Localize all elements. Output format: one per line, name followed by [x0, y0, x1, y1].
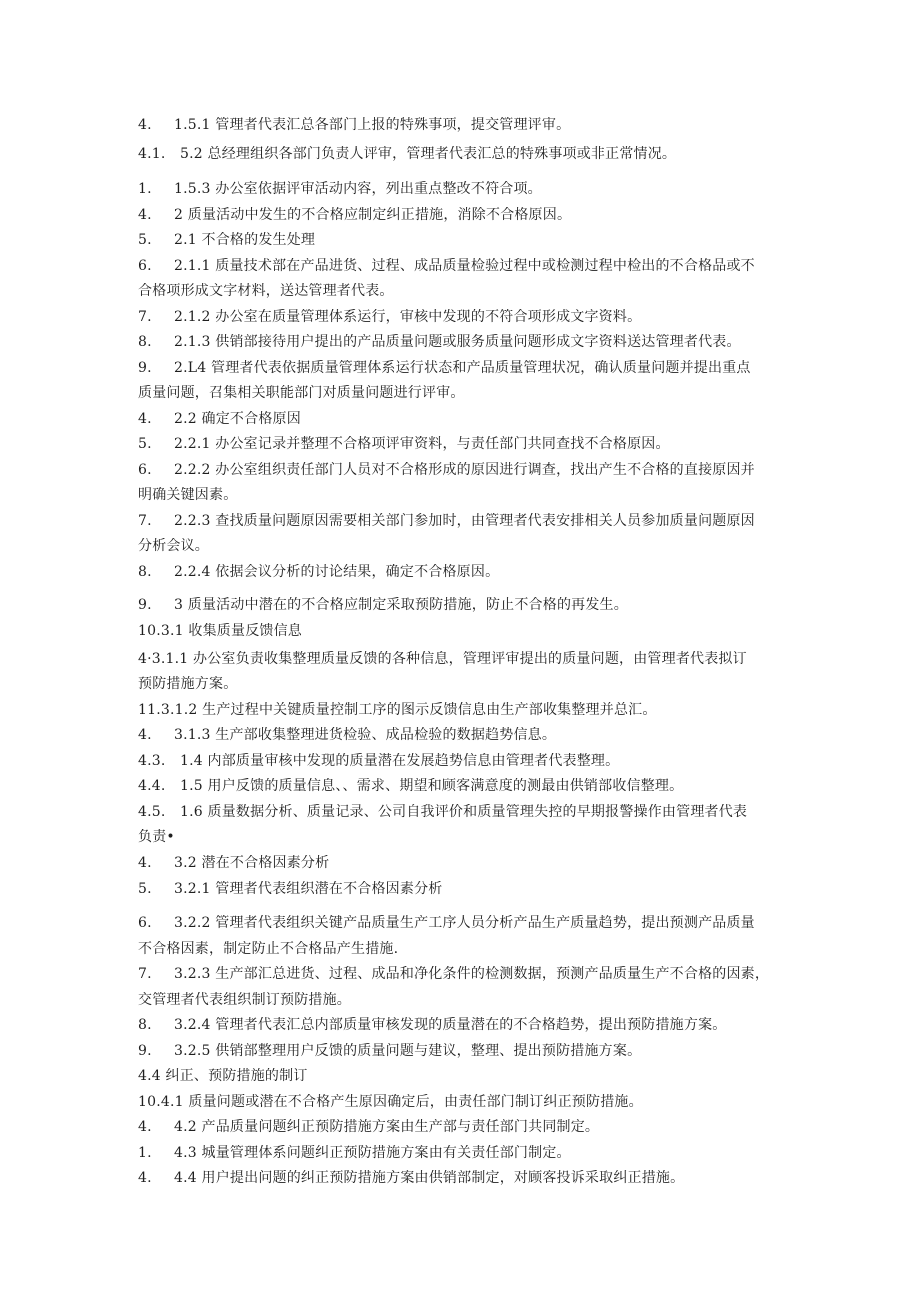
item-text: 4.4 纠正、预防措施的制订 [138, 1068, 308, 1084]
paragraph-line [138, 181, 788, 197]
item-number: 4. [138, 411, 152, 427]
item-text: 3.2.3 生产部汇总进货、过程、成品和净化条件的检测数据，预测产品质量生产不合格的因素， [174, 966, 770, 982]
item-text: 4.2 产品质量问题纠正预防措施方案由生产部与责任部门共同制定。 [174, 1119, 600, 1135]
item-number: 7. [138, 513, 152, 529]
paragraph-line [138, 702, 788, 718]
item-text: 2.1.3 供销部接待用户提出的产品质量问题或服务质量问题形成文字资料送达管理者代表。 [174, 334, 741, 350]
item-text: 1.6 质量数据分析、质量记录、公司自我评价和质量管理失控的早期报警操作由管理者代表 [180, 804, 748, 820]
paragraph-line [138, 966, 788, 982]
item-text: 1.5.1 管理者代表汇总各部门上报的特殊事项，提交管理评审。 [174, 117, 571, 133]
item-text: 质量问题，召集相关职能部门对质量问题进行评审。 [138, 385, 465, 401]
item-text: 4·3.1.1 办公室负责收集整理质量反馈的各种信息，管理评审提出的质量问题，由管理者代表拟订 [138, 651, 747, 667]
item-text: 2.1 不合格的发生处理 [174, 232, 316, 248]
paragraph-line [138, 513, 788, 529]
paragraph-line [138, 855, 788, 871]
item-text: 2 质量活动中发生的不合格应制定纠正措施，消除不合格原因。 [174, 207, 572, 223]
paragraph-continuation [138, 941, 788, 957]
paragraph-line [138, 411, 788, 427]
item-text: 1.4 内部质量审核中发现的质量潜在发展趋势信息由管理者代表整理。 [180, 753, 620, 769]
item-text: 3.1.3 生产部收集整理进货检验、成品检验的数据趋势信息。 [174, 727, 557, 743]
paragraph-line [138, 1145, 788, 1161]
paragraph-continuation [138, 283, 788, 299]
item-number: 6. [138, 462, 152, 478]
item-number: 8. [138, 564, 152, 580]
item-text: 预防措施方案。 [138, 676, 238, 692]
paragraph-line [138, 727, 788, 743]
item-text: 3 质量活动中潜在的不合格应制定采取预防措施，防止不合格的再发生。 [174, 597, 628, 613]
paragraph-line [138, 334, 788, 350]
item-text: 4.4 用户提出问题的纠正预防措施方案由供销部制定，对顾客投诉采取纠正措施。 [174, 1170, 685, 1186]
paragraph-line [138, 1043, 788, 1059]
item-text: 3.1.2 生产过程中关键质量控制工序的图示反馈信息由生产部收集整理并总汇。 [160, 702, 657, 718]
item-number: 4. [138, 1170, 152, 1186]
item-number: 1. [138, 1145, 152, 1161]
item-number: 9. [138, 360, 152, 376]
item-number: 6. [138, 915, 152, 931]
paragraph-continuation [138, 992, 788, 1008]
paragraph-line [138, 462, 788, 478]
item-text: 2.2.3 查找质量问题原因需要相关部门参加时，由管理者代表安排相关人员参加质量问题原因 [174, 513, 755, 529]
item-text: 交管理者代表组织制订预防措施。 [138, 992, 351, 1008]
paragraph-line [138, 117, 788, 133]
item-number: 4. [138, 1119, 152, 1135]
item-number: 7. [138, 309, 152, 325]
item-number: 7. [138, 966, 152, 982]
item-text: 2.1.2 办公室在质量管理体系运行，审核中发现的不符合项形成文字资料。 [174, 309, 642, 325]
paragraph-line [138, 436, 788, 452]
item-number: 4.5. [138, 804, 166, 820]
item-text: 2.2.1 办公室记录并整理不合格项评审资料，与责任部门共同查找不合格原因。 [174, 436, 670, 452]
item-text: 2.1.1 质量技术部在产品进货、过程、成品质量检验过程中或检测过程中检出的不合格品或不 [174, 258, 755, 274]
paragraph-line [138, 597, 788, 613]
item-text: 明确关键因素。 [138, 487, 238, 503]
item-number: 10. [138, 1094, 161, 1110]
paragraph-continuation [138, 385, 788, 401]
paragraph-line [138, 623, 788, 639]
item-text: 2.2.4 依据会议分析的讨论结果，确定不合格原因。 [174, 564, 500, 580]
paragraph-line [138, 778, 788, 794]
item-text: 5.2 总经理组织各部门负责人评审，管理者代表汇总的特殊事项或非正常情况。 [180, 146, 677, 162]
paragraph-line [138, 1170, 788, 1186]
item-number: 8. [138, 334, 152, 350]
paragraph-line [138, 360, 788, 376]
item-text: 3.1 收集质量反馈信息 [160, 623, 302, 639]
item-text: 3.2.2 管理者代表组织关键产品质量生产工序人员分析产品生产质量趋势，提出预测产品质量 [174, 915, 755, 931]
item-number: 1. [138, 181, 152, 197]
paragraph-line [138, 564, 788, 580]
item-number: 11. [138, 702, 161, 718]
item-text: 1.5.3 办公室依据评审活动内容，列出重点整改不符合项。 [174, 181, 542, 197]
item-text: 负责• [138, 829, 175, 845]
item-number: 9. [138, 597, 152, 613]
item-number: 10. [138, 623, 161, 639]
item-text: 4.1 质量问题或潜在不合格产生原因确定后，由责任部门制订纠正预防措施。 [160, 1094, 643, 1110]
paragraph-line [138, 1119, 788, 1135]
paragraph-line [138, 258, 788, 274]
item-text: 合格项形成文字材料，送达管理者代表。 [138, 283, 394, 299]
item-number: 4. [138, 727, 152, 743]
item-number: 4.4. [138, 778, 166, 794]
paragraph-line [138, 881, 788, 897]
item-number: 9. [138, 1043, 152, 1059]
item-number: 5. [138, 232, 152, 248]
paragraph-continuation [138, 538, 788, 554]
item-number: 5. [138, 881, 152, 897]
paragraph-continuation [138, 487, 788, 503]
paragraph-line [138, 753, 788, 769]
item-number: 5. [138, 436, 152, 452]
item-text: 2.2 确定不合格原因 [174, 411, 301, 427]
item-number: 4. [138, 207, 152, 223]
paragraph-line [138, 1017, 788, 1033]
item-text: 3.2 潜在不合格因素分析 [174, 855, 330, 871]
paragraph-line [138, 207, 788, 223]
item-text: 4.3 城量管理体系问题纠正预防措施方案由有关责任部门制定。 [174, 1145, 571, 1161]
paragraph-line [138, 915, 788, 931]
item-text: 3.2.1 管理者代表组织潜在不合格因素分析 [174, 881, 443, 897]
item-number: 4. [138, 855, 152, 871]
item-text: 不合格因素，制定防止不合格品产生措施. [138, 941, 399, 957]
item-text: 分析会议。 [138, 538, 209, 554]
item-number: 8. [138, 1017, 152, 1033]
item-text: 1.5 用户反馈的质量信息、、需求、期望和顾客满意度的测最由供销部收信整理。 [180, 778, 684, 794]
paragraph-line [138, 1094, 788, 1110]
item-text: 2.2.2 办公室组织责任部门人员对不合格形成的原因进行调查，找出产生不合格的直接原因并 [174, 462, 755, 478]
item-number: 6. [138, 258, 152, 274]
paragraph-line [138, 309, 788, 325]
paragraph-line [138, 146, 788, 162]
paragraph-line [138, 232, 788, 248]
paragraph-continuation [138, 651, 788, 667]
item-number: 4. [138, 117, 152, 133]
paragraph-continuation [138, 829, 788, 845]
paragraph-continuation [138, 676, 788, 692]
item-number: 4.3. [138, 753, 166, 769]
item-number: 4.1. [138, 146, 166, 162]
item-text: 3.2.4 管理者代表汇总内部质量审核发现的质量潜在的不合格趋势，提出预防措施方案。 [174, 1017, 727, 1033]
paragraph-line [138, 804, 788, 820]
item-text: 2.L4 管理者代表依据质量管理体系运行状态和产品质量管理状况，确认质量问题并提出重点 [174, 360, 751, 376]
section-heading [138, 1068, 788, 1084]
item-text: 3.2.5 供销部整理用户反馈的质量问题与建议，整理、提出预防措施方案。 [174, 1043, 642, 1059]
